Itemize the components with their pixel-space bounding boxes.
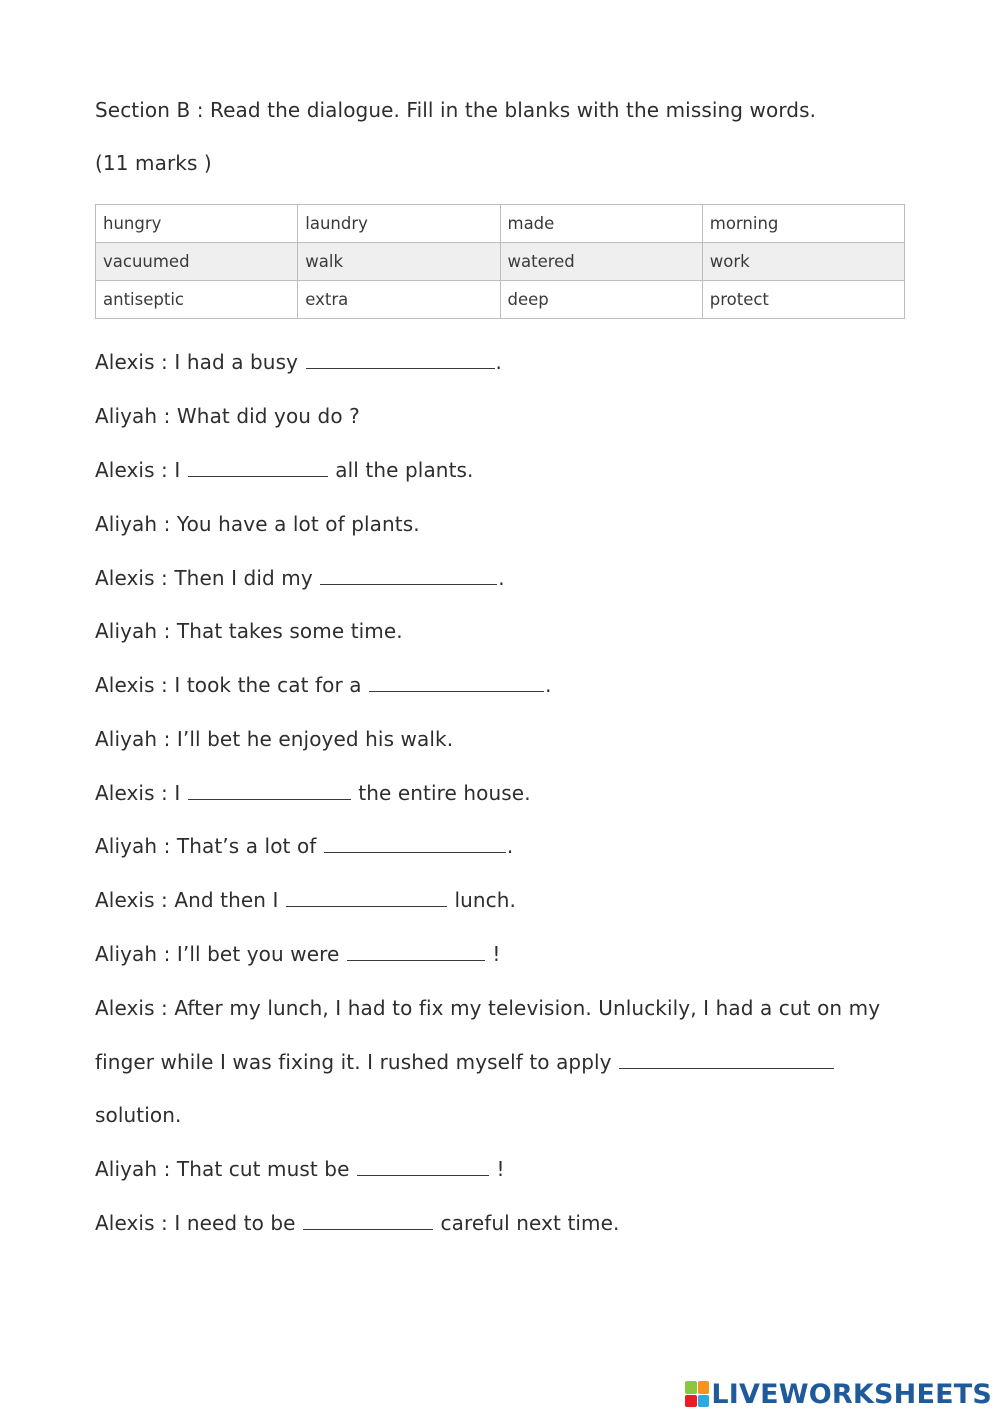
word-bank-row (96, 205, 905, 243)
section-heading: Section B : Read the dialogue. Fill in the blanks with the missing words. (95, 98, 817, 122)
word-bank-cell: extra (298, 281, 500, 319)
answer-blank[interactable] (320, 567, 497, 585)
marks-label: (11 marks ) (95, 151, 212, 175)
dialogue-line (95, 834, 513, 858)
answer-blank[interactable] (347, 943, 485, 961)
dialogue-text: finger while I was fixing it. I rushed myself to apply (95, 1050, 619, 1074)
dialogue-text: Alexis : I need to be (95, 1211, 303, 1235)
answer-blank[interactable] (188, 459, 328, 477)
answer-blank[interactable] (303, 1212, 433, 1230)
dialogue-text: ! (489, 1157, 505, 1181)
dialogue-text: the entire house. (351, 781, 531, 805)
word-bank-cell: walk (298, 243, 500, 281)
dialogue-text: Alexis : I took the cat for a (95, 673, 369, 697)
answer-blank[interactable] (357, 1158, 489, 1176)
answer-blank[interactable] (619, 1051, 834, 1069)
dialogue-text: lunch. (447, 888, 516, 912)
answer-blank[interactable] (188, 782, 351, 800)
dialogue-text: Aliyah : You have a lot of plants. (95, 512, 420, 536)
dialogue-text: . (506, 834, 514, 858)
answer-blank[interactable] (324, 835, 506, 853)
answer-blank[interactable] (306, 351, 495, 369)
answer-blank[interactable] (286, 889, 447, 907)
dialogue-line (95, 727, 453, 751)
dialogue-line (95, 1050, 835, 1074)
dialogue-line (95, 996, 880, 1020)
dialogue-text: Aliyah : I’ll bet he enjoyed his walk. (95, 727, 454, 751)
dialogue-line (95, 673, 552, 697)
dialogue-line (95, 1157, 505, 1181)
dialogue-text: Alexis : I had a busy (95, 350, 305, 374)
dialogue-text: Aliyah : That takes some time. (95, 619, 403, 643)
dialogue-line (95, 781, 531, 805)
dialogue-text: Aliyah : What did you do ? (95, 404, 360, 428)
dialogue-text: Alexis : After my lunch, I had to fix my television. Unluckily, I had a cut on my (95, 996, 881, 1020)
word-bank-cell: deep (500, 281, 702, 319)
dialogue-text: Alexis : I (95, 458, 187, 482)
word-bank-cell: watered (500, 243, 702, 281)
word-bank-cell: hungry (96, 205, 298, 243)
dialogue-line (95, 512, 420, 536)
dialogue-line (95, 1211, 619, 1235)
dialogue-text: . (498, 566, 505, 590)
word-bank-cell: protect (702, 281, 904, 319)
word-bank-cell: work (702, 243, 904, 281)
word-bank-cell: laundry (298, 205, 500, 243)
liveworksheets-branding (685, 1377, 992, 1411)
dialogue-text: . (495, 350, 502, 374)
dialogue-text: Alexis : I (95, 781, 187, 805)
dialogue-line (95, 350, 502, 374)
dialogue-text: Aliyah : I’ll bet you were (95, 942, 346, 966)
answer-blank[interactable] (369, 674, 544, 692)
word-bank-table (95, 204, 905, 319)
dialogue-line (95, 888, 516, 912)
word-bank-cell: vacuumed (96, 243, 298, 281)
word-bank-row (96, 281, 905, 319)
dialogue-text: careful next time. (434, 1211, 620, 1235)
dialogue-text: Alexis : And then I (95, 888, 285, 912)
dialogue-text: Aliyah : That’s a lot of (95, 834, 323, 858)
dialogue-line (95, 566, 505, 590)
word-bank-cell: made (500, 205, 702, 243)
dialogue-line (95, 1103, 181, 1127)
dialogue-text: Aliyah : That cut must be (95, 1157, 356, 1181)
dialogue-line (95, 458, 474, 482)
dialogue-text: all the plants. (328, 458, 474, 482)
dialogue-text: Alexis : Then I did my (95, 566, 320, 590)
dialogue-text: ! (485, 942, 501, 966)
liveworksheets-logo-icon (685, 1381, 709, 1407)
word-bank-row (96, 243, 905, 281)
dialogue-text: . (545, 673, 552, 697)
dialogue-line (95, 404, 360, 428)
dialogue-line (95, 619, 403, 643)
liveworksheets-wordmark: LIVEWORKSHEETS (711, 1378, 992, 1410)
word-bank-cell: morning (702, 205, 904, 243)
word-bank-cell: antiseptic (96, 281, 298, 319)
dialogue-text: solution. (95, 1103, 182, 1127)
dialogue-line (95, 942, 500, 966)
